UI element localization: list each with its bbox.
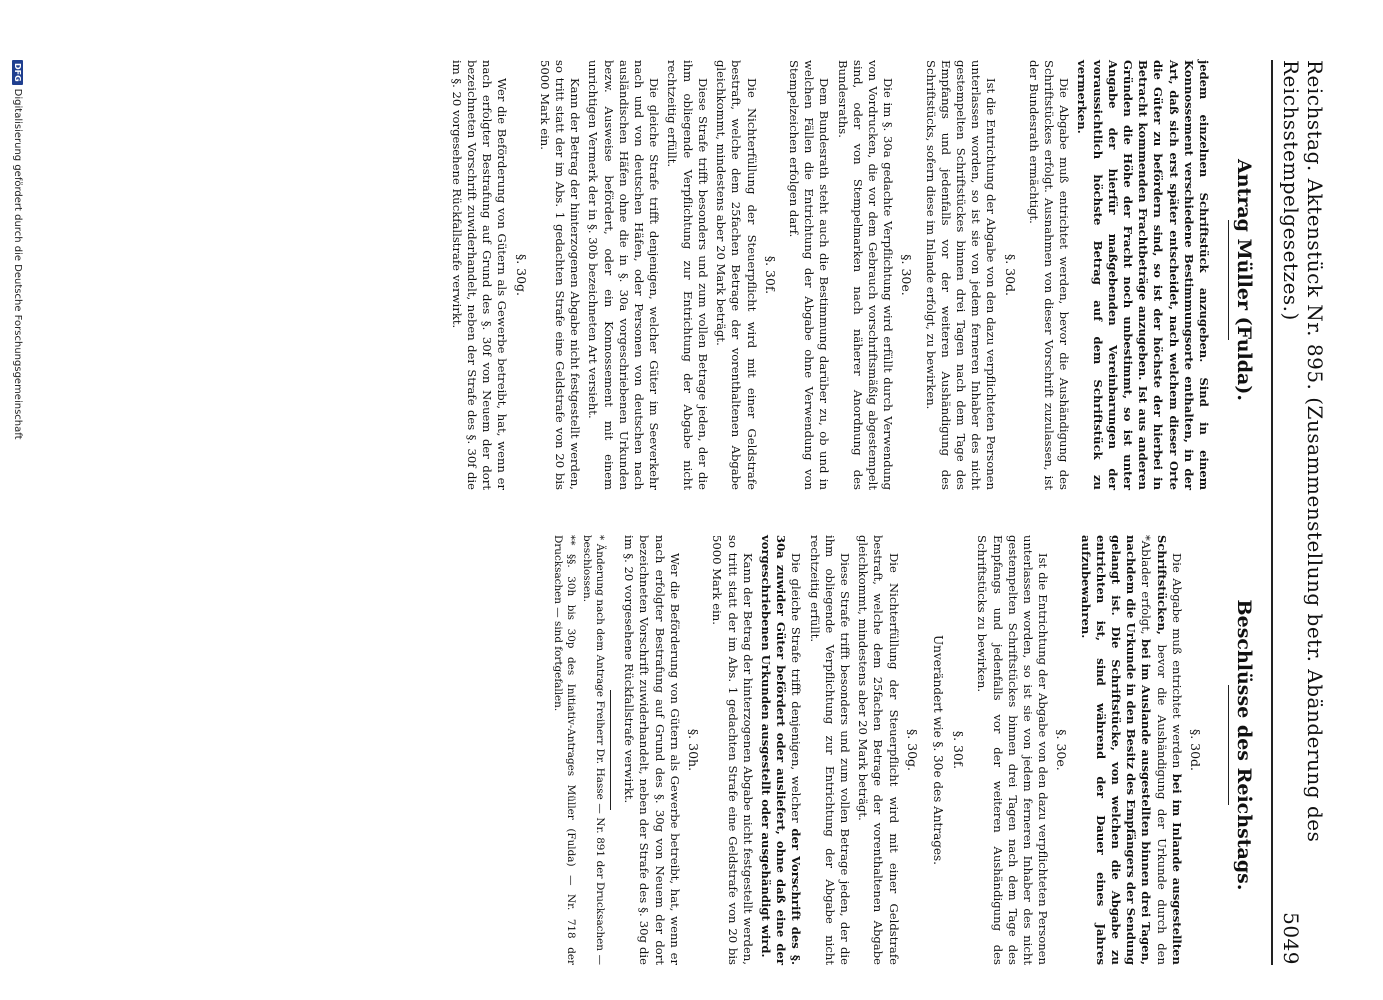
right-column [548, 535, 1211, 965]
amendment-text: bei im Auslande ausgestellten binnen drei Tagen, nachdem die Urkunde in den Besitz des Empfängers der Sendung gelangt ist. Die Schriftstücke, von welchen die Abgabe zu entrichten ist, sind während der Dauer eines Jahres aufzubewahren. [1078, 535, 1154, 965]
left-paragraph: Kann der Betrag der hinterzogenen Abgabe nicht festgestellt werden, so tritt statt der im Abs. 1 gedachten Strafe eine Geldstrafe von 20 bis 5000 Mark ein. [537, 60, 583, 490]
left-paragraph: Wer die Beförderung von Gütern als Gewerbe betreibt, hat, wenn er nach erfolgter Bestrafung auf Grund des §. 30f von Neuem der dort bezeichneten Vorschrift zuwiderhandelt, neben der Strafe des §. 30f die im §. 20 vorgesehene Rückfallstrafe verwirkt. [449, 60, 510, 490]
amendment-text: der Vorschrift des §. 30a zuwider Güter befördert oder ausliefert, ohne daß eine der vorgeschriebenen Urkunden ausgestellt oder ausgehändigt wird. [758, 535, 804, 965]
section-heading: §. 30g. [513, 253, 529, 297]
unchanged-note: Unverändert wie §. 30e des Antrages. [930, 635, 945, 865]
section-heading: §. 30h. [686, 728, 702, 772]
right-column-title: Beschlüsse des Reichstags. [1228, 525, 1255, 965]
right-paragraph: Die Nichterfüllung der Steuerpflicht wird mit einer Geldstrafe bestraft, welche dem 25fachen Betrage der vorenthaltenen Abgabe gleichkommt, mindestens aber 20 Mark beträgt. [856, 535, 901, 965]
right-paragraph: Wer die Beförderung von Gütern als Gewerbe betreibt, hat, wenn er nach erfolgter Bestrafung auf Grund des §. 30g von Neuem der dort bezeichneten Vorschrift zuwiderhandelt, neben der Strafe des §. 30g die im §. 20 vorgesehene Rückfallstrafe verwirkt. [622, 535, 682, 965]
text-run: bevor die Aushändigung der Urkunde durch den *Ablader erfolgt, [1139, 535, 1169, 965]
footnote: * Änderung nach dem Antrage Freiherr Dr. Hasse — Nr. 891 der Drucksachen — beschlossen. [580, 535, 607, 965]
section-heading: §. 30f. [951, 730, 967, 770]
footnote: ** §§. 30h bis 30p des Initiativ-Antrages Müller (Fulda) — Nr. 718 der Drucksachen — sind fortgefallen. [551, 535, 578, 965]
amendment-text: bei im Inlande ausgestellten Schriftstücken, [1154, 535, 1184, 965]
right-paragraph: Diese Strafe trifft besonders und zum vollen Betrage jeden, der die ihm obliegende Verpflichtung zur Entrichtung der Abgabe nicht rechtzeitig erfüllt. [807, 535, 852, 965]
page-number: 5049 [1279, 912, 1303, 965]
left-intro: jedem einzelnen Schriftstück anzugeben. Sind in einem Konnossement verschiedene Bestimmungsorte enthalten, in der Art, daß sich erst später entscheidet, nach welchem dieser Orte die Güter zu befördern sind, so ist der höchste der hierbei in Betracht kommenden Frachtbeträge anzugeben. Ist aus anderen Gründen die Höhe der Fracht noch unbestimmt, so ist unter Angabe der hierfür maßgebenden Vereinbarungen der voraussichtlich höchste Betrag auf dem Schriftstück zu vermerken. [1075, 60, 1211, 490]
section-heading: §. 30e. [899, 254, 915, 296]
section-heading: §. 30d. [1188, 728, 1203, 772]
left-paragraph: Die Abgabe muß entrichtet werden, bevor die Aushändigung des Schriftstückes erfolgt. Ausnahmen von dieser Vorschrift zuzulassen, ist der Bundesrath ermächtigt. [1026, 60, 1072, 490]
right-paragraph: Ist die Entrichtung der Abgabe von den dazu verpflichteten Personen unterlassen worden, so ist sie von jedem ferneren Inhaber des nicht gestempelten Schriftstückes binnen drei Tagen nach dem Tage des Empfangs und jedenfalls vor der weiteren Aushändigung des Schriftstücks zu bewirken. [975, 535, 1051, 965]
right-paragraph [1077, 535, 1183, 965]
page-header [1271, 60, 1327, 965]
left-paragraph: Die Nichterfüllung der Steuerpflicht wird mit einer Geldstrafe bestraft, welche dem 25fachen Betrage der vorenthaltenen Abgabe gleichkommt, mindestens aber 20 Mark beträgt. [714, 60, 759, 490]
section-heading: §. 30g. [904, 728, 920, 772]
left-paragraph: Die gleiche Strafe trifft denjenigen, welcher Güter im Seeverkehr nach und von deutschen Häfen, oder Personen von deutschen nach ausländischen Häfen ohne die in §. 30a vorgeschriebenen Urkunden bezw. Ausweise befördert, oder ein Konnossement mit einem unrichtigen Vermerk der in §. 30b bezeichneten Art versieht. [586, 60, 662, 490]
right-paragraph [758, 535, 804, 965]
left-column-title: Antrag Müller (Fulda). [1228, 60, 1255, 500]
header-title: Reichstag. Aktenstück Nr. 895. (Zusammenstellung betr. Abänderung des Reichsstempelgesetzes.) [1279, 60, 1327, 843]
section-heading: §. 30d. [1002, 253, 1018, 297]
footnotes [550, 535, 606, 965]
left-paragraph: Diese Strafe trifft besonders und zum vollen Betrage jeden, der die ihm obliegende Verpflichtung zur Entrichtung der Abgabe nicht rechtzeitig erfüllt. [665, 60, 710, 490]
left-column [446, 60, 1211, 490]
section-heading: §. 30f. [762, 255, 778, 295]
section-heading: §. 30e. [1054, 729, 1070, 771]
left-paragraph: Ist die Entrichtung der Abgabe von den dazu verpflichteten Personen unterlassen worden, so ist sie von jedem ferneren Inhaber des nicht gestempelten Schriftstückes binnen drei Tagen nach dem Tage des Empfangs und jedenfalls vor der weiteren Aushändigung des Schriftstücks, sofern diese im Inlande erfolgt, zu bewirken. [923, 60, 999, 490]
credit-text: Digitalisierung gefördert durch die Deutsche Forschungsgemeinschaft [12, 88, 23, 440]
right-paragraph: Kann der Betrag der hinterzogenen Abgabe nicht festgestellt werden, so tritt statt der im Abs. 1 gedachten Strafe eine Geldstrafe von 20 bis 5000 Mark ein. [710, 535, 755, 965]
left-paragraph: Dem Bundesrath steht auch die Bestimmung darüber zu, ob und in welchen Fällen die Entrichtung der Abgabe ohne Verwendung von Stempelzeichen erfolgen darf. [786, 60, 832, 490]
text-run: Die gleiche Strafe trifft denjenigen, welcher [789, 553, 804, 829]
left-paragraph: Die im §. 30a gedachte Verpflichtung wird erfüllt durch Verwendung von Vordrucken, die vor dem Gebrauch vorschriftsmäßig abgestempelt sind, oder von Stempelmarken nach näherer Anordnung des Bundesraths. [835, 60, 896, 490]
footnote-divider [610, 690, 611, 810]
text-run: Die Abgabe muß entrichtet werden [1169, 553, 1184, 774]
digitization-credit [12, 60, 23, 960]
dfg-logo-icon: DFG [12, 60, 23, 85]
